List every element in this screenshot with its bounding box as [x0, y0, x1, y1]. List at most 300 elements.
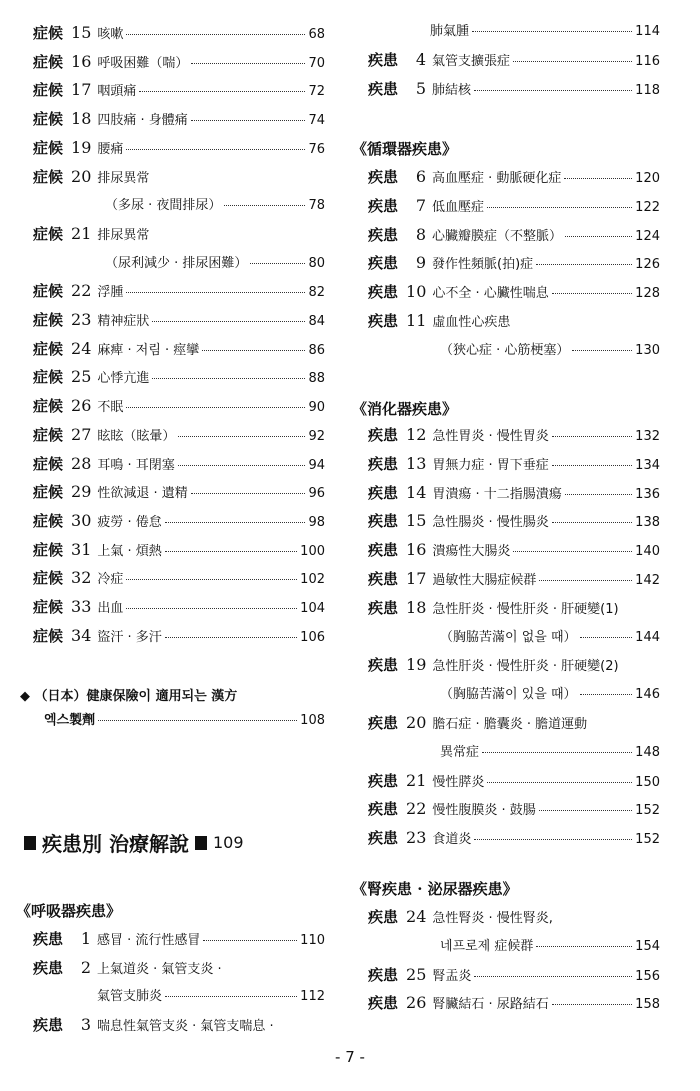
entry-category: 疾患: [368, 454, 399, 473]
entry-title: 浮腫: [97, 285, 124, 301]
insurance-note-title: ◆ （日本）健康保險이 適用되는 漢方: [20, 689, 238, 704]
entry-page: 86: [308, 342, 325, 358]
entry-page: 116: [635, 54, 660, 69]
dot-leader: [126, 292, 305, 293]
entry-page: 110: [300, 933, 325, 948]
entry-category: 疾患: [368, 51, 399, 69]
entry-title: 急性腎炎 · 慢性腎炎,: [432, 911, 553, 926]
dot-leader: [552, 522, 632, 523]
entry-number: 17: [71, 80, 92, 100]
entry-page: 88: [308, 371, 325, 387]
entry-number: 15: [406, 511, 427, 531]
entry-title: 急性肝炎 · 慢性肝炎 · 肝硬變(2): [432, 659, 619, 675]
entry-title: 盜汗 · 多汗: [97, 629, 162, 645]
entry-category: 疾患: [368, 570, 399, 588]
toc-entry[interactable]: [368, 568, 660, 592]
entry-number: 21: [406, 770, 427, 790]
entry-category: 症候: [33, 511, 64, 530]
entry-number: 24: [406, 907, 427, 926]
toc-entry[interactable]: [368, 195, 660, 219]
entry-page: 122: [635, 199, 660, 215]
entry-page: 154: [635, 938, 660, 954]
entry-title: 低血壓症: [432, 199, 485, 215]
toc-entry[interactable]: [33, 309, 325, 333]
toc-entry[interactable]: [368, 310, 660, 334]
dot-leader: [250, 263, 305, 264]
toc-entry[interactable]: [368, 798, 660, 822]
toc-entry[interactable]: [33, 79, 325, 103]
dot-leader: [191, 63, 305, 64]
entry-title: 麻痺 · 저림 · 痙攣: [97, 342, 200, 358]
dot-leader: [126, 34, 305, 35]
toc-entry[interactable]: [33, 928, 325, 952]
entry-page: 124: [635, 228, 660, 244]
dot-leader: [126, 149, 305, 150]
entry-page: 118: [635, 83, 660, 98]
entry-title: 過敏性大腸症候群: [432, 573, 537, 588]
entry-number: 18: [406, 597, 427, 617]
entry-title: 不眠: [97, 400, 124, 416]
toc-entry[interactable]: [33, 252, 325, 276]
toc-entry[interactable]: [368, 827, 660, 851]
entry-title: （胸脇苦滿이 없을 때）: [440, 629, 577, 645]
entry-page: 126: [635, 257, 660, 273]
entry-number: 15: [71, 23, 92, 42]
entry-title: 上氣 · 煩熱: [97, 543, 162, 559]
toc-entry[interactable]: [368, 424, 660, 448]
entry-title: 膽石症 · 膽囊炎 · 膽道運動: [432, 717, 588, 732]
entry-category: 症候: [33, 368, 64, 387]
section-heading: 《消化器疾患》: [352, 400, 458, 418]
entry-number: 31: [71, 539, 92, 559]
entry-category: 疾患: [368, 254, 399, 273]
entry-title: 胃潰瘍 · 十二指腸潰瘍: [432, 486, 562, 502]
entry-title: 發作性頻脈(拍)症: [432, 257, 534, 273]
entry-category: 症候: [33, 311, 64, 329]
entry-number: 9: [415, 253, 427, 273]
entry-number: 16: [71, 51, 92, 71]
dot-leader: [165, 637, 297, 638]
toc-entry[interactable]: [368, 906, 660, 930]
toc-entry[interactable]: [33, 108, 325, 132]
entry-category: 疾患: [368, 483, 399, 502]
entry-title: 氣管支肺炎: [97, 989, 163, 1004]
toc-entry[interactable]: [368, 935, 660, 959]
page-number: - 7 -: [335, 1048, 365, 1066]
entry-title: 腎盂炎: [432, 968, 472, 984]
entry-category: 疾患: [33, 930, 64, 948]
dot-leader: [552, 436, 632, 437]
entry-number: 28: [71, 453, 92, 473]
entry-number: 24: [71, 338, 92, 358]
entry-category: 症候: [33, 626, 64, 645]
dot-leader: [165, 551, 297, 552]
entry-title: 慢性腹膜炎 · 鼓腸: [432, 803, 536, 819]
toc-entry[interactable]: [368, 224, 660, 248]
toc-entry[interactable]: [33, 957, 325, 981]
entry-category: 症候: [33, 224, 64, 243]
toc-entry[interactable]: [368, 539, 660, 563]
dot-leader: [552, 465, 632, 466]
toc-entry[interactable]: [33, 453, 325, 477]
entry-page: 158: [635, 997, 660, 1013]
entry-number: 22: [406, 799, 427, 819]
entry-page: 112: [300, 989, 325, 1004]
toc-entry[interactable]: [33, 338, 325, 362]
section-page: 109: [212, 833, 244, 852]
entry-title: 性欲減退 · 遺精: [97, 486, 188, 502]
entry-title: 冷症: [97, 572, 124, 588]
dot-leader: [513, 551, 632, 552]
entry-page: 156: [635, 968, 660, 984]
toc-entry[interactable]: [33, 223, 325, 247]
entry-title: 肺氣腫: [430, 24, 470, 39]
entry-number: 29: [71, 482, 92, 502]
toc-entry[interactable]: [368, 339, 660, 363]
entry-page: 144: [635, 629, 660, 645]
entry-number: 7: [415, 195, 427, 215]
entry-number: 27: [71, 424, 92, 444]
entry-page: 100: [300, 543, 325, 559]
entry-title: 四肢痛 · 身體痛: [97, 113, 188, 129]
toc-entry[interactable]: [33, 510, 325, 534]
toc-entry[interactable]: [368, 683, 660, 707]
entry-number: 20: [406, 713, 427, 732]
toc-entry[interactable]: [368, 252, 660, 276]
entry-page: 150: [635, 774, 660, 790]
section-title-text: 疾患別 治療解說: [42, 832, 189, 856]
section-heading: 《循環器疾患》: [352, 140, 458, 158]
dot-leader: [191, 120, 306, 121]
entry-category: 疾患: [368, 283, 399, 302]
entry-number: 4: [415, 50, 427, 69]
section-title-treatment: [18, 828, 244, 857]
entry-number: 23: [406, 828, 427, 848]
entry-category: 疾患: [368, 908, 399, 926]
entry-category: 症候: [33, 138, 64, 157]
dot-leader: [126, 608, 297, 609]
entry-title: 慢性膵炎: [432, 774, 485, 790]
entry-number: 19: [406, 655, 427, 675]
entry-page: 132: [635, 429, 660, 444]
dot-leader: [472, 31, 632, 32]
entry-category: 疾患: [33, 958, 64, 977]
entry-title: 喘息性氣管支炎 · 氣管支喘息 ·: [97, 1018, 274, 1034]
entry-category: 疾患: [368, 312, 399, 330]
entry-category: 疾患: [368, 512, 399, 531]
entry-title: 腎臟結石 · 尿路結石: [432, 997, 549, 1013]
entry-number: 16: [406, 540, 427, 560]
dot-leader: [536, 264, 632, 265]
entry-page: 152: [635, 803, 660, 819]
entry-category: 疾患: [368, 426, 399, 444]
toc-entry[interactable]: [33, 137, 325, 161]
entry-title: （胸脇苦滿이 있을 때）: [440, 687, 577, 703]
toc-entry[interactable]: [33, 51, 325, 75]
entry-category: 疾患: [368, 800, 399, 819]
toc-entry[interactable]: [368, 78, 660, 102]
dot-leader: [178, 465, 306, 466]
entry-page: 108: [300, 713, 325, 728]
dot-leader: [487, 207, 632, 208]
toc-entry[interactable]: [33, 481, 325, 505]
entry-category: 疾患: [368, 965, 399, 984]
entry-number: 26: [71, 396, 92, 416]
toc-entry[interactable]: [33, 596, 325, 620]
entry-number: 22: [71, 281, 92, 301]
entry-page: 96: [308, 486, 325, 502]
entry-number: 25: [71, 367, 92, 387]
entry-number: 34: [71, 625, 92, 645]
entry-page: 114: [635, 24, 660, 39]
entry-category: 症候: [33, 598, 64, 616]
entry-page: 102: [300, 572, 325, 588]
entry-category: 症候: [33, 397, 64, 416]
toc-entry[interactable]: [368, 654, 660, 678]
entry-title: 食道炎: [432, 832, 472, 848]
entry-page: 106: [300, 629, 325, 645]
toc-entry[interactable]: [368, 626, 660, 650]
entry-number: 10: [406, 282, 427, 302]
toc-entry[interactable]: [33, 1014, 325, 1038]
entry-page: 94: [308, 457, 325, 473]
entry-page: 152: [635, 832, 660, 848]
dot-leader: [482, 752, 632, 753]
dot-leader: [580, 637, 633, 638]
toc-entry[interactable]: [368, 964, 660, 988]
dot-leader: [539, 810, 632, 811]
toc-entry[interactable]: [368, 510, 660, 534]
entry-title: （多尿 · 夜間排尿）: [105, 198, 222, 214]
entry-title: 急性肝炎 · 慢性肝炎 · 肝硬變(1): [432, 601, 619, 617]
entry-category: 疾患: [368, 80, 399, 98]
entry-number: 18: [71, 109, 92, 129]
entry-page: 78: [308, 198, 325, 214]
dot-leader: [98, 720, 297, 721]
dot-leader: [152, 321, 305, 322]
toc-entry[interactable]: [368, 482, 660, 506]
entry-title: 氣管支擴張症: [432, 54, 511, 69]
entry-category: 症候: [33, 483, 64, 502]
entry-category: 疾患: [368, 829, 399, 848]
entry-title: 排尿異常: [97, 227, 150, 243]
entry-number: 11: [406, 311, 427, 330]
toc-entry[interactable]: [368, 597, 660, 621]
entry-category: 疾患: [368, 994, 399, 1013]
entry-page: 146: [635, 687, 660, 703]
entry-category: 疾患: [33, 1015, 64, 1034]
toc-entry[interactable]: [368, 20, 660, 44]
entry-title: 胃無力症 · 胃下垂症: [432, 457, 549, 473]
entry-category: 症候: [33, 339, 64, 358]
dot-leader: [565, 494, 632, 495]
entry-page: 92: [308, 428, 325, 444]
toc-entry[interactable]: [33, 366, 325, 390]
entry-title: 咳嗽: [97, 27, 124, 42]
entry-page: 80: [308, 255, 325, 271]
entry-title: 感冒 · 流行性感冒: [97, 933, 201, 948]
entry-number: 6: [415, 167, 427, 186]
entry-number: 13: [406, 453, 427, 473]
entry-title: 異常症: [440, 744, 480, 760]
entry-category: 疾患: [368, 771, 399, 790]
entry-title: 精神症狀: [97, 314, 150, 329]
toc-entry[interactable]: [33, 166, 325, 190]
entry-number: 32: [71, 568, 92, 588]
entry-page: 70: [308, 55, 325, 71]
toc-entry[interactable]: [368, 712, 660, 736]
entry-page: 74: [308, 113, 325, 129]
toc-entry[interactable]: [33, 567, 325, 591]
toc-entry[interactable]: [368, 49, 660, 73]
entry-title: 心悸亢進: [97, 371, 150, 387]
toc-entry[interactable]: [33, 280, 325, 304]
dot-leader: [165, 996, 297, 997]
dot-leader: [487, 782, 632, 783]
dot-leader: [580, 694, 633, 695]
section-heading: 《腎疾患 · 泌尿器疾患》: [352, 880, 518, 898]
entry-page: 128: [635, 286, 660, 302]
entry-title: 心不全 · 心臟性喘息: [432, 286, 549, 302]
entry-title: 耳鳴 · 耳閉塞: [97, 457, 175, 473]
dot-leader: [552, 1004, 632, 1005]
entry-page: 120: [635, 171, 660, 186]
entry-number: 26: [406, 993, 427, 1013]
entry-page: 138: [635, 515, 660, 531]
dot-leader: [165, 522, 306, 523]
entry-page: 134: [635, 457, 660, 473]
entry-category: 症候: [33, 167, 64, 186]
entry-number: 3: [80, 1014, 92, 1034]
entry-title: 咽頭痛: [97, 84, 137, 100]
entry-title: 上氣道炎 · 氣管支炎 ·: [97, 961, 222, 977]
entry-category: 症候: [33, 425, 64, 444]
toc-entry[interactable]: [368, 741, 660, 765]
entry-category: 疾患: [368, 168, 399, 186]
entry-page: 148: [635, 744, 660, 760]
entry-page: 142: [635, 573, 660, 588]
entry-title: （狹心症 · 心筋梗塞）: [440, 342, 570, 358]
entry-number: 2: [80, 957, 92, 977]
entry-title: 腰痛: [97, 141, 124, 157]
toc-entry[interactable]: [33, 539, 325, 563]
dot-leader: [552, 293, 632, 294]
dot-leader: [202, 350, 305, 351]
toc-entry[interactable]: [33, 395, 325, 419]
entry-title: 急性腸炎 · 慢性腸炎: [432, 515, 549, 531]
entry-title: 眩眩（眩暈）: [97, 428, 176, 444]
entry-number: 20: [71, 166, 92, 186]
entry-title: 心臟瓣膜症（不整脈）: [432, 228, 563, 244]
dot-leader: [203, 940, 297, 941]
entry-category: 疾患: [368, 656, 399, 675]
entry-number: 23: [71, 310, 92, 329]
entry-category: 疾患: [368, 714, 399, 732]
square-bullet-icon: [195, 836, 207, 850]
entry-page: 136: [635, 486, 660, 502]
entry-category: 症候: [33, 454, 64, 473]
dot-leader: [191, 493, 306, 494]
entry-category: 症候: [33, 282, 64, 301]
entry-number: 19: [71, 137, 92, 157]
entry-page: 84: [308, 314, 325, 329]
toc-entry[interactable]: [33, 194, 325, 218]
square-bullet-icon: [24, 836, 36, 850]
entry-page: 72: [308, 84, 325, 100]
dot-leader: [539, 580, 632, 581]
entry-number: 1: [80, 929, 92, 948]
toc-entry[interactable]: [33, 625, 325, 649]
dot-leader: [152, 378, 305, 379]
toc-entry[interactable]: [33, 22, 325, 46]
entry-category: 症候: [33, 540, 64, 559]
dot-leader: [536, 946, 632, 947]
dot-leader: [513, 61, 632, 62]
entry-number: 33: [71, 597, 92, 616]
entry-page: 140: [635, 544, 660, 560]
entry-page: 68: [308, 27, 325, 42]
toc-entry[interactable]: [368, 992, 660, 1016]
entry-page: 130: [635, 342, 660, 358]
dot-leader: [565, 236, 632, 237]
entry-number: 8: [415, 224, 427, 244]
insurance-note-entry[interactable]: [44, 709, 325, 733]
toc-entry[interactable]: [368, 770, 660, 794]
dot-leader: [139, 91, 305, 92]
dot-leader: [474, 839, 632, 840]
dot-leader: [126, 579, 297, 580]
toc-entry[interactable]: [368, 453, 660, 477]
entry-title: 急性胃炎 · 慢性胃炎: [432, 429, 549, 444]
entry-page: 82: [308, 285, 325, 301]
entry-page: 98: [308, 514, 325, 530]
entry-title: 高血壓症 · 動脈硬化症: [432, 171, 562, 186]
toc-entry[interactable]: [368, 166, 660, 190]
entry-title: 潰瘍性大腸炎: [432, 544, 511, 560]
dot-leader: [224, 205, 305, 206]
toc-entry[interactable]: [368, 281, 660, 305]
entry-number: 21: [71, 223, 92, 243]
entry-category: 症候: [33, 24, 64, 42]
entry-category: 症候: [33, 569, 64, 588]
entry-category: 症候: [33, 81, 64, 100]
entry-title: 엑스製劑: [44, 713, 96, 728]
dot-leader: [178, 436, 305, 437]
entry-category: 疾患: [368, 196, 399, 215]
entry-category: 症候: [33, 52, 64, 71]
entry-category: 疾患: [368, 225, 399, 244]
entry-title: 呼吸困難（喘）: [97, 55, 189, 71]
entry-number: 14: [406, 482, 427, 502]
entry-title: （尿利減少 · 排尿困難）: [105, 255, 248, 271]
toc-entry[interactable]: [33, 424, 325, 448]
entry-title: 虛血性心疾患: [432, 315, 511, 330]
toc-entry[interactable]: [33, 985, 325, 1009]
entry-title: 肺結核: [432, 83, 472, 98]
entry-category: 疾患: [368, 541, 399, 560]
entry-number: 5: [415, 79, 427, 98]
entry-number: 17: [406, 569, 427, 588]
entry-page: 90: [308, 400, 325, 416]
dot-leader: [564, 178, 632, 179]
entry-number: 12: [406, 425, 427, 444]
entry-title: 疲勞 · 倦怠: [97, 514, 162, 530]
entry-number: 25: [406, 964, 427, 984]
entry-category: 疾患: [368, 598, 399, 617]
dot-leader: [474, 976, 632, 977]
entry-number: 30: [71, 510, 92, 530]
dot-leader: [126, 407, 305, 408]
